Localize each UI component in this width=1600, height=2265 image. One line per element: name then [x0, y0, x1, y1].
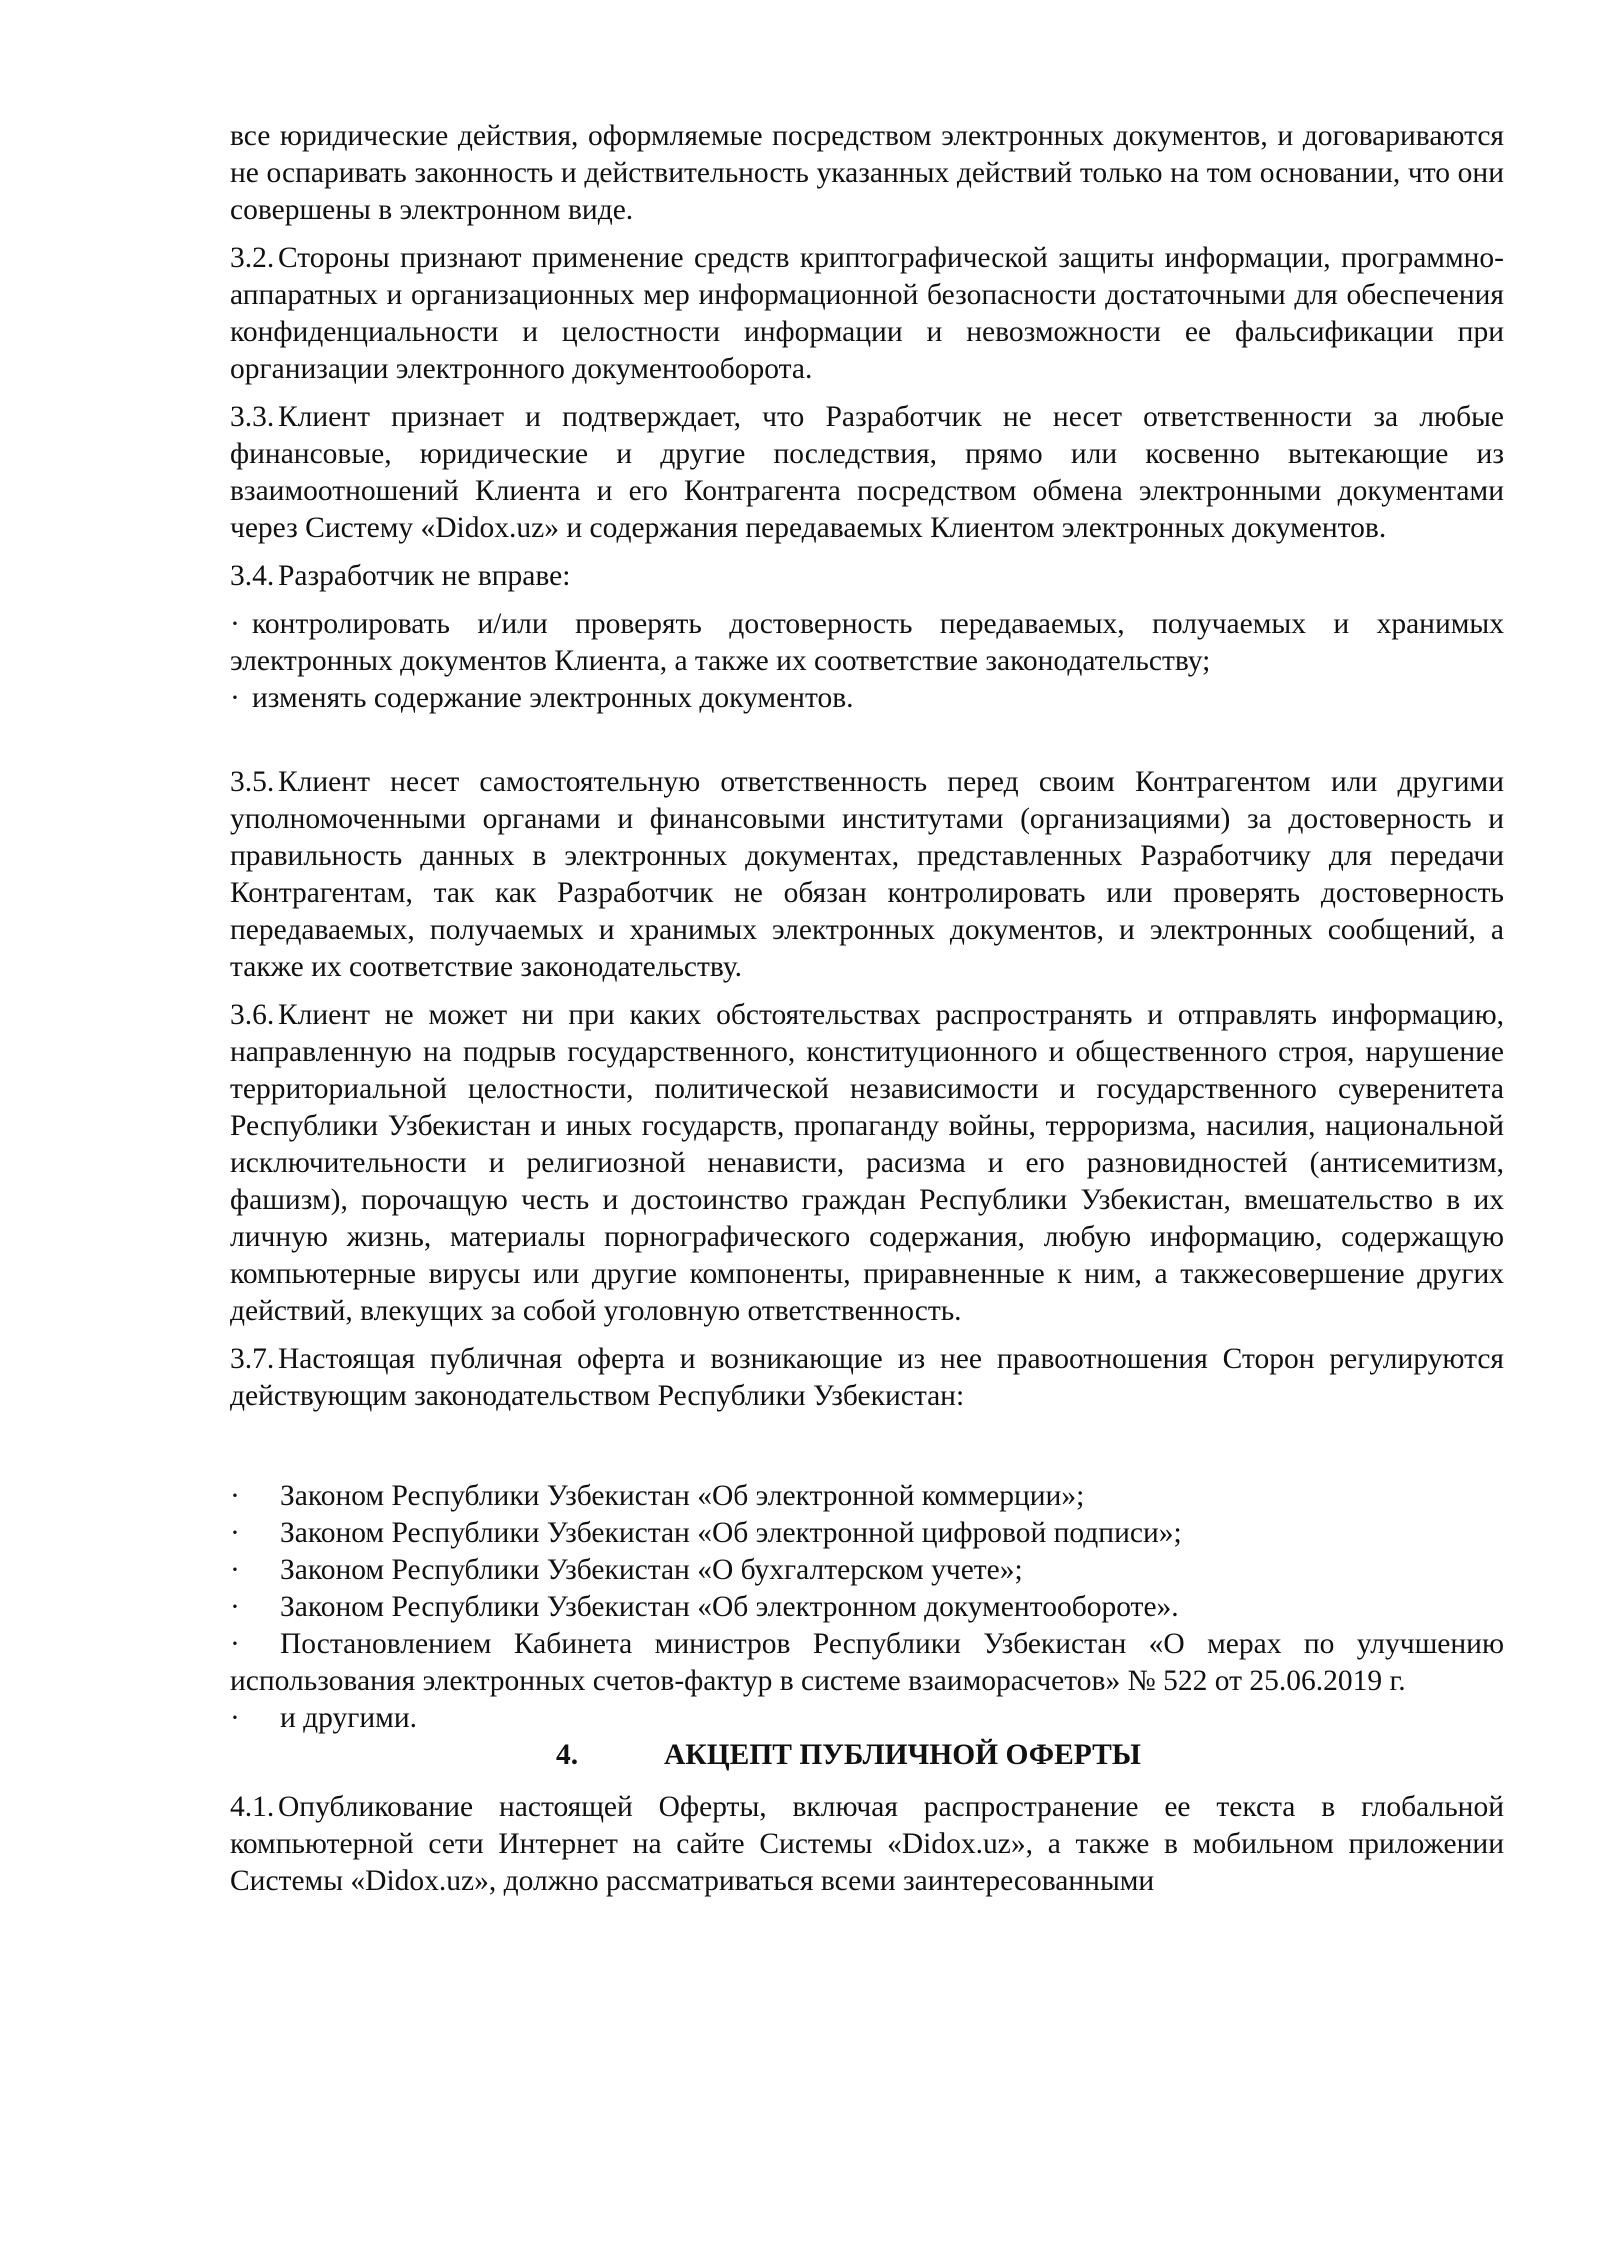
paragraph-3-3 [230, 399, 1504, 547]
clause-number: 3.2. [230, 242, 275, 274]
clause-text: Клиент признает и подтверждает, что Разработчик не несет ответственности за любые финансовые, юридические и другие последствия, прямо или косвенно вытекающие из взаимоотношений Клиента и его Контрагента посредством обмена электронными документами через Систему «Didox.uz» и содержания передаваемых Клиентом электронных документов. [230, 401, 1504, 544]
bullet-text: контролировать и/или проверять достоверность передаваемых, получаемых и хранимых электронных документов Клиента, а также их соответствие законодательству; [230, 608, 1504, 677]
clause-number: 3.5. [230, 766, 275, 798]
clause-number: 3.7. [230, 1343, 275, 1375]
law-list [230, 1478, 1504, 1737]
law-list-item: · и другими. [230, 1700, 1504, 1737]
clause-text: Настоящая публичная оферта и возникающие из нее правоотношения Сторон регулируются действующим законодательством Республики Узбекистан: [230, 1343, 1504, 1412]
clause-number: 3.4. [230, 560, 275, 592]
section-number: 4. [556, 1739, 579, 1771]
paragraph-4-1 [230, 1789, 1504, 1900]
spacer [230, 717, 1504, 764]
section-title: АКЦЕПТ ПУБЛИЧНОЙ ОФЕРТЫ [664, 1739, 1141, 1771]
bullet-dot-icon: · [230, 682, 240, 714]
bullet-dot-icon: · [230, 1591, 240, 1623]
paragraph-3-5 [230, 764, 1504, 986]
clause-text: Разработчик не вправе: [278, 560, 571, 592]
bullet-dot-icon: · [230, 1480, 240, 1512]
law-list-item: · Законом Республики Узбекистан «Об электронном документообороте». [230, 1589, 1504, 1626]
spacer [230, 1426, 1504, 1478]
law-list-item: · Законом Республики Узбекистан «О бухгалтерском учете»; [230, 1552, 1504, 1589]
paragraph-3-6 [230, 997, 1504, 1330]
clause-text: Клиент несет самостоятельную ответственность перед своим Контрагентом или другими уполномоченными органами и финансовыми институтами (организациями) за достоверность и правильность данных в электронных документах, представленных Разработчику для передачи Контрагентам, так как Разработчик не обязан контролировать или проверять достоверность передаваемых, получаемых и хранимых электронных документов, и электронных сообщений, а также их соответствие законодательству. [230, 766, 1504, 983]
clause-text: Стороны признают применение средств криптографической защиты информации, программно-аппаратных и организационных мер информационной безопасности достаточными для обеспечения конфиденциальности и целостности информации и невозможности ее фальсификации при организации электронного документооборота. [230, 242, 1504, 385]
clause-text: Клиент не может ни при каких обстоятельствах распространять и отправлять информацию, направленную на подрыв государственного, конституционного и общественного строя, нарушение территориальной целостности, политической независимости и государственного суверенитета Республики Узбекистан и иных государств, пропаганду войны, терроризма, насилия, национальной исключительности и религиозной ненависти, расизма и его разновидностей (антисемитизм, фашизм), порочащую честь и достоинство граждан Республики Узбекистан, вмешательство в их личную жизнь, материалы порнографического содержания, любую информацию, содержащую компьютерные вирусы или другие компоненты, приравненные к ним, а такжесовершение других действий, влекущих за собой уголовную ответственность. [230, 999, 1504, 1327]
bullet-text: изменять содержание электронных документов. [252, 682, 854, 714]
paragraph-3-2 [230, 240, 1504, 388]
clause-number: 4.1. [230, 1791, 275, 1823]
bullet-3-4-1 [230, 606, 1504, 680]
bullet-3-4-2 [230, 680, 1504, 717]
bullet-dot-icon: · [230, 1628, 240, 1660]
paragraph-3-4 [230, 558, 1504, 595]
clause-text: Опубликование настоящей Оферты, включая распространение ее текста в глобальной компьютерной сети Интернет на сайте Системы «Didox.uz», а также в мобильном приложении Системы «Didox.uz», должно рассматриваться всеми заинтересованными [230, 1791, 1504, 1897]
paragraph-3-7 [230, 1341, 1504, 1415]
law-list-item: · Законом Республики Узбекистан «Об электронной цифровой подписи»; [230, 1515, 1504, 1552]
document-page [230, 118, 1504, 1911]
section-4-heading [230, 1737, 1504, 1774]
law-list-item: · Постановлением Кабинета министров Республики Узбекистан «О мерах по улучшению использования электронных счетов-фактур в системе взаиморасчетов» № 522 от 25.06.2019 г. [230, 1628, 1504, 1697]
bullet-dot-icon: · [230, 1702, 240, 1734]
clause-number: 3.3. [230, 401, 275, 433]
bullet-dot-icon: · [230, 608, 240, 640]
bullet-dot-icon: · [230, 1554, 240, 1586]
clause-number: 3.6. [230, 999, 275, 1031]
bullet-dot-icon: · [230, 1517, 240, 1549]
law-list-item: · Законом Республики Узбекистан «Об электронной коммерции»; [230, 1478, 1504, 1515]
paragraph-3-1-continuation: все юридические действия, оформляемые посредством электронных документов, и договариваются не оспаривать законность и действительность указанных действий только на том основании, что они совершены в электронном виде. [230, 120, 1504, 226]
